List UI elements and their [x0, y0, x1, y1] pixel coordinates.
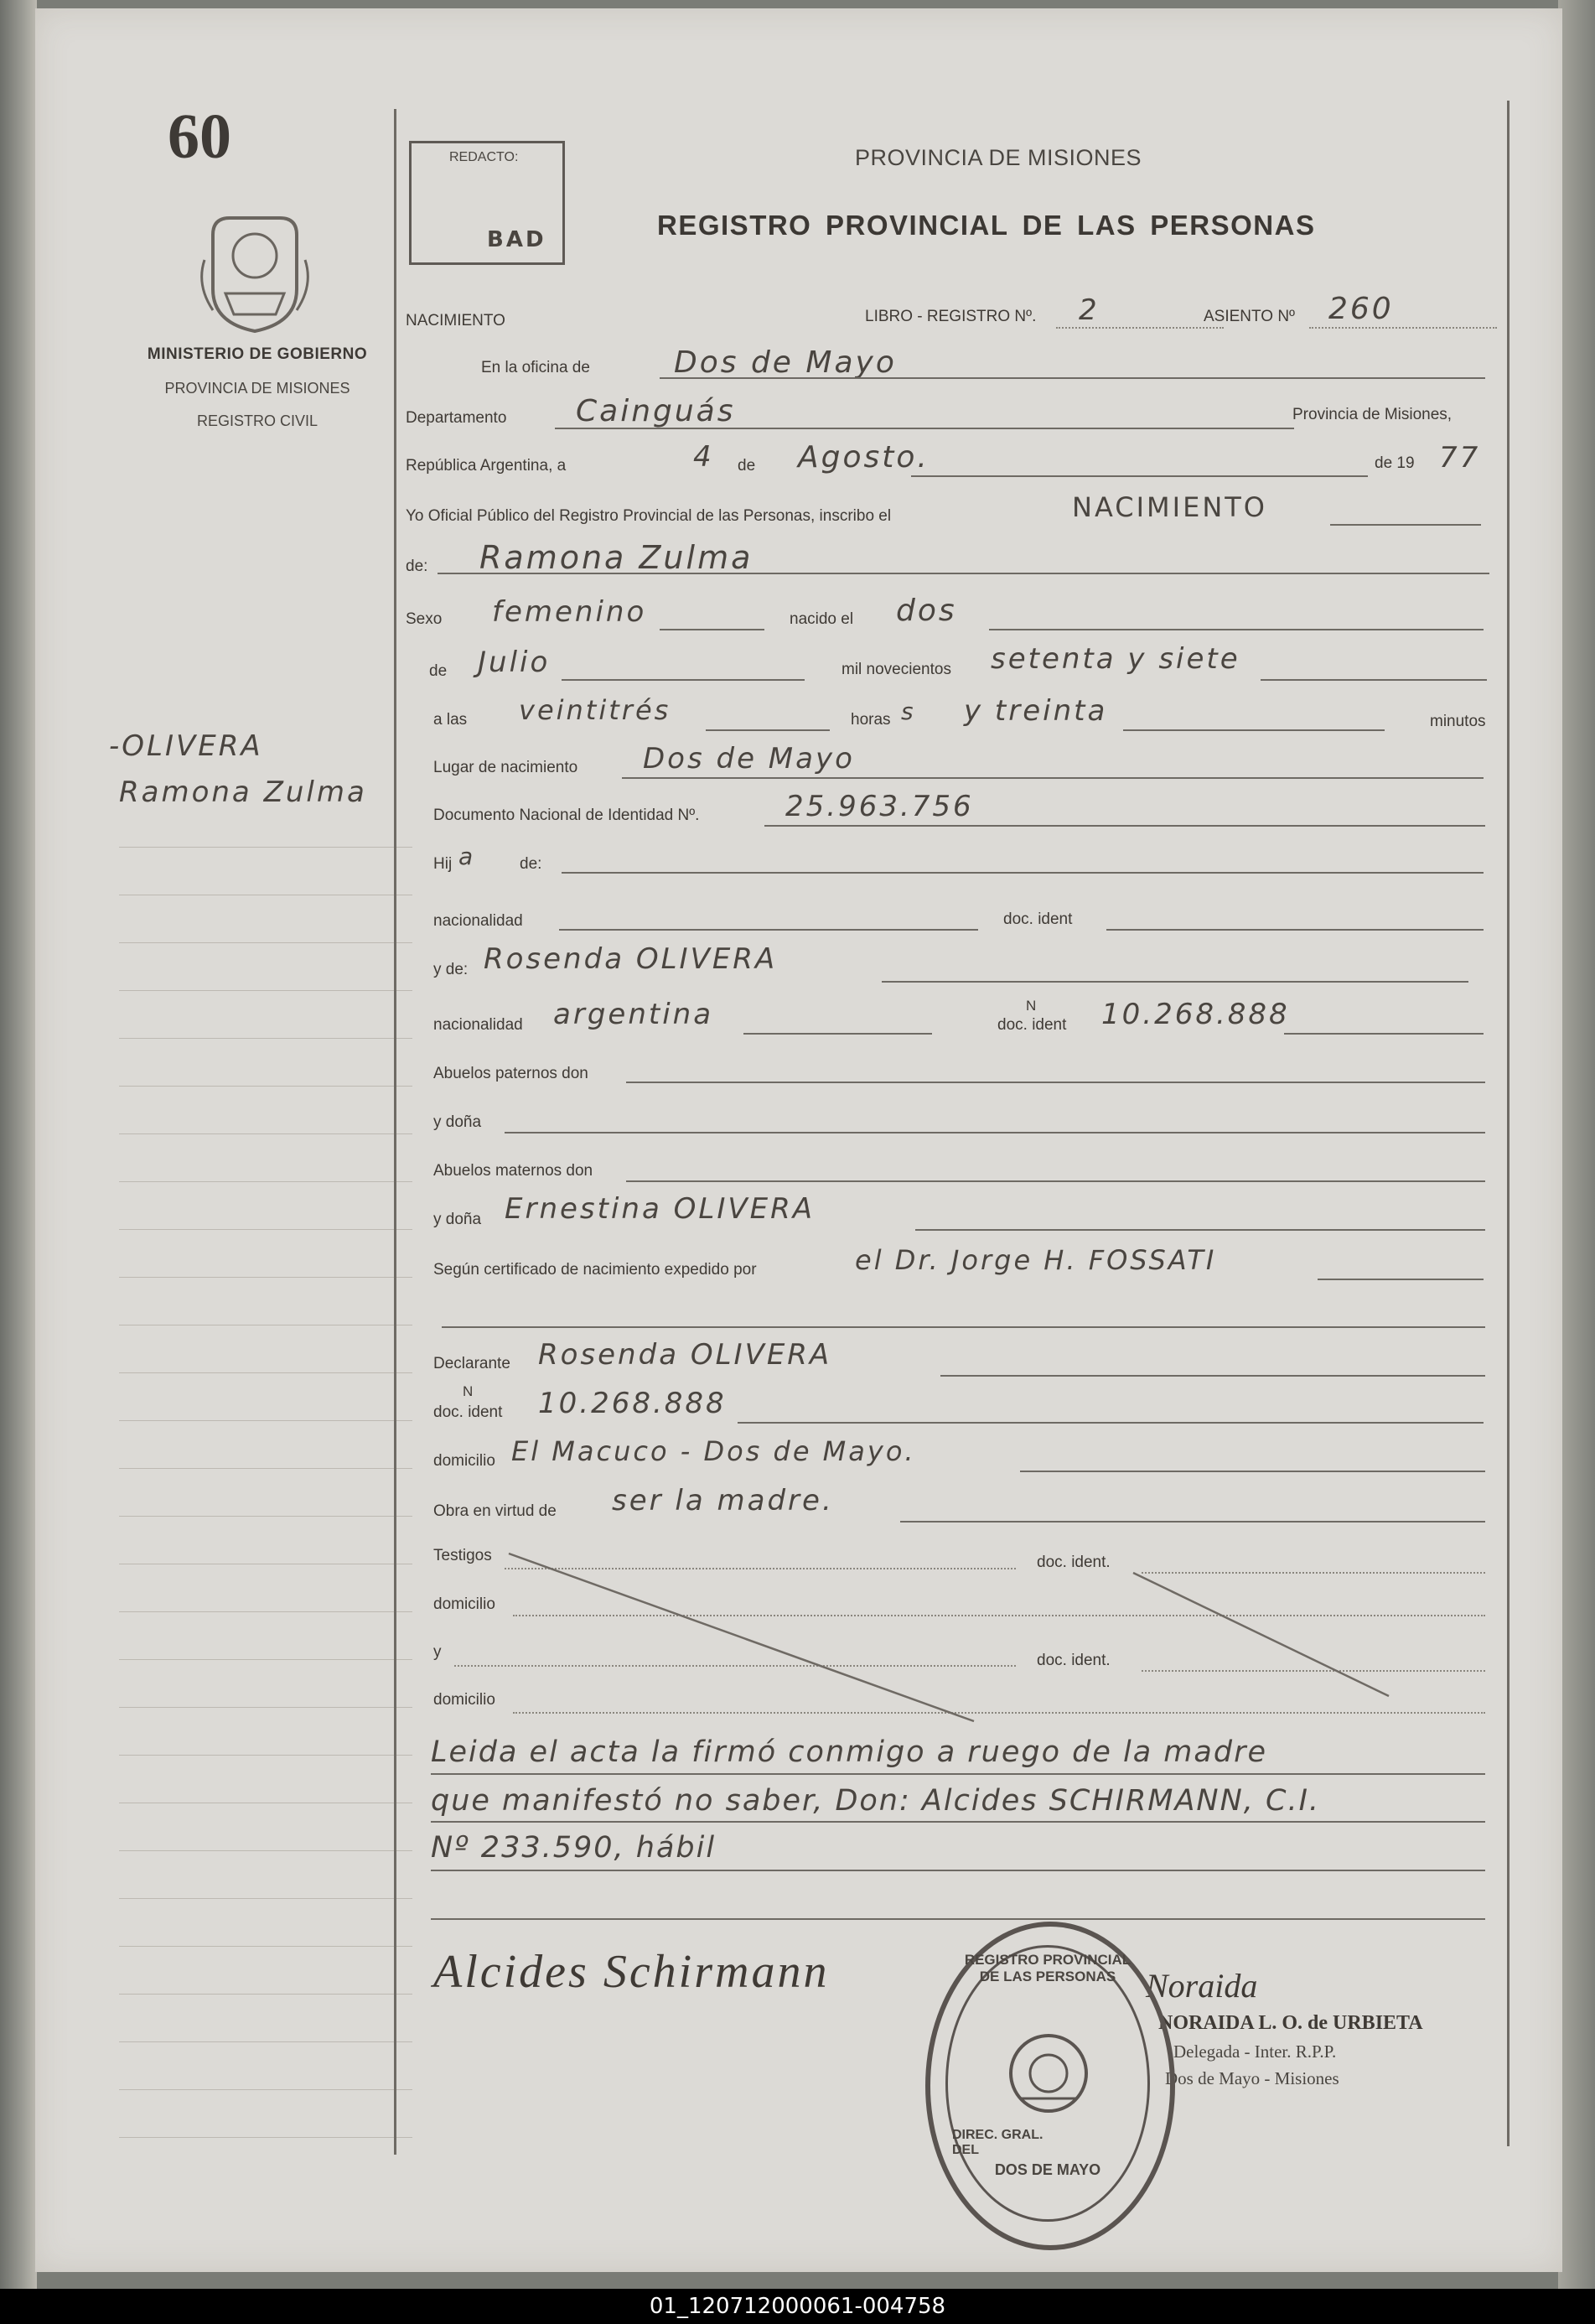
domicilio2-label: domicilio: [433, 1595, 495, 1613]
fecha-anio: 77: [1439, 441, 1481, 475]
dni-value: 25.963.756: [785, 790, 974, 823]
anio-nac-value: setenta y siete: [991, 642, 1240, 676]
declarante-label: Declarante: [433, 1355, 510, 1372]
page-number: 60: [168, 101, 231, 172]
official-signature: Noraida: [1146, 1967, 1258, 2005]
hora-value: veintitrés: [519, 694, 671, 726]
redacto-box: [409, 141, 565, 265]
fecha-dia: 4: [693, 440, 714, 474]
fecha-anio-label: de 19: [1375, 454, 1415, 472]
departamento-label: Departamento: [406, 409, 507, 427]
testigos-label: Testigos: [433, 1547, 492, 1564]
republica-label: República Argentina, a: [406, 457, 567, 475]
nacido-value: dos: [896, 594, 957, 628]
ydona2-label: y doña: [433, 1211, 482, 1228]
docident4-label: doc. ident.: [1037, 1554, 1111, 1571]
stamp-left-text: DIREC. GRAL. DEL: [952, 2128, 1043, 2157]
provincia-suffix: Provincia de Misiones,: [1292, 406, 1453, 423]
docident2-value: 10.268.888: [1101, 998, 1290, 1031]
province-heading: PROVINCIA DE MISIONES: [855, 145, 1142, 170]
fecha-mes: Agosto.: [798, 440, 930, 475]
official-name: NORAIDA L. O. de URBIETA: [1158, 2012, 1423, 2034]
hij-de-label: de:: [520, 855, 542, 873]
obra-value: ser la madre.: [612, 1484, 834, 1517]
minutos-label: minutos: [1430, 713, 1486, 730]
record-type-label: NACIMIENTO: [406, 312, 505, 329]
coat-of-arms-icon: [196, 210, 313, 335]
nombre-value: Ramona Zulma: [479, 539, 753, 576]
stamp-bottom-text: DOS DE MAYO: [994, 2161, 1101, 2178]
mes-nac-label: de: [429, 662, 448, 680]
oficina-value: Dos de Mayo: [674, 345, 897, 380]
alas-label: a las: [433, 711, 468, 729]
ab-pat-label: Abuelos paternos don: [433, 1065, 588, 1082]
hij-suffix: a: [458, 843, 476, 870]
official-stamp: [925, 1922, 1175, 2250]
note-line-2: que manifestó no saber, Don: Alcides SCHIRMANN, C.I.: [431, 1784, 1321, 1818]
docident3-label: doc. ident: [433, 1403, 503, 1421]
nacido-label: nacido el: [790, 610, 854, 628]
footer-id: 01_120712000061-004758: [0, 2289, 1595, 2324]
document-page: [35, 8, 1562, 2272]
mes-nac-value: Julio: [478, 646, 551, 679]
y-label: y: [433, 1643, 442, 1661]
fecha-de-label: de: [738, 457, 756, 475]
redacto-label: REDACTO:: [449, 150, 519, 164]
madre-label: y de:: [433, 961, 469, 978]
certificado-label: Según certificado de nacimiento expedido por: [433, 1261, 757, 1279]
nac2-value: argentina: [553, 998, 714, 1031]
main-right-border: [1507, 101, 1510, 2146]
domicilio3-label: domicilio: [433, 1691, 495, 1709]
dni-label: Documento Nacional de Identidad Nº.: [433, 807, 700, 824]
ab-mat-label: Abuelos maternos don: [433, 1162, 593, 1180]
obra-label: Obra en virtud de: [433, 1502, 557, 1520]
sexo-value: femenino: [492, 595, 647, 629]
ydona1-label: y doña: [433, 1113, 482, 1131]
libro-value: 2: [1079, 293, 1100, 327]
margin-surname: -OLIVERA: [109, 729, 263, 763]
lugar-label: Lugar de nacimiento: [433, 759, 578, 776]
domicilio-value: El Macuco - Dos de Mayo.: [511, 1435, 916, 1467]
libro-label: LIBRO - REGISTRO Nº.: [865, 308, 1037, 325]
note-line-3: Nº 233.590, hábil: [431, 1831, 717, 1865]
docident3-superscript: N: [463, 1383, 474, 1399]
declarante-value: Rosenda OLIVERA: [538, 1338, 832, 1372]
docident1-label: doc. ident: [1003, 910, 1073, 928]
madre-value: Rosenda OLIVERA: [484, 942, 778, 976]
oficial-text: Yo Oficial Público del Registro Provincial de las Personas, inscribo el: [406, 507, 892, 525]
hij-label: Hij: [433, 855, 453, 873]
ministry-label: MINISTERIO DE GOBIERNO: [147, 345, 368, 363]
certificado-value: el Dr. Jorge H. FOSSATI: [855, 1244, 1217, 1276]
asiento-value: 260: [1328, 292, 1394, 326]
main-left-border: [394, 109, 396, 2155]
book-binding-right: [1558, 0, 1595, 2289]
province-label: PROVINCIA DE MISIONES: [164, 380, 350, 397]
note-line-1: Leida el acta la firmó conmigo a ruego de la madre: [431, 1735, 1267, 1769]
docident2-superscript: N: [1026, 998, 1037, 1014]
horas-suffix: s: [901, 698, 916, 725]
registry-label: REGISTRO CIVIL: [196, 412, 318, 429]
nombre-label: de:: [406, 558, 428, 575]
docident2-label: doc. ident: [997, 1016, 1067, 1034]
sexo-label: Sexo: [406, 610, 443, 628]
official-place: Dos de Mayo - Misiones: [1165, 2068, 1339, 2088]
horas-label: horas: [851, 711, 891, 729]
oficial-value: NACIMIENTO: [1072, 491, 1267, 523]
asiento-label: ASIENTO Nº: [1204, 308, 1295, 325]
cancel-strokes: [505, 1549, 1477, 1725]
ydona2-value: Ernestina OLIVERA: [505, 1192, 815, 1226]
departamento-value: Cainguás: [576, 394, 736, 428]
redacto-initials: BAD: [487, 227, 546, 252]
document-title: REGISTRO PROVINCIAL DE LAS PERSONAS: [657, 210, 1316, 241]
stamp-top-text: REGISTRO PROVINCIAL DE LAS PERSONAS: [964, 1952, 1132, 1984]
docident3-value: 10.268.888: [538, 1387, 727, 1420]
witness-signature: Alcides Schirmann: [433, 1946, 830, 1998]
nac1-label: nacionalidad: [433, 912, 523, 930]
domicilio-label: domicilio: [433, 1452, 495, 1470]
lugar-value: Dos de Mayo: [643, 742, 855, 776]
mil-label: mil novecientos: [842, 661, 951, 678]
nac2-label: nacionalidad: [433, 1016, 523, 1034]
margin-given-names: Ramona Zulma: [119, 776, 367, 809]
minutos-value: y treinta: [964, 694, 1108, 728]
oficina-label: En la oficina de: [481, 359, 590, 376]
docident5-label: doc. ident.: [1037, 1652, 1111, 1669]
book-binding-left: [0, 0, 37, 2289]
stamp-seal-icon: [1002, 2027, 1095, 2119]
official-title: Delegada - Inter. R.P.P.: [1173, 2041, 1337, 2062]
